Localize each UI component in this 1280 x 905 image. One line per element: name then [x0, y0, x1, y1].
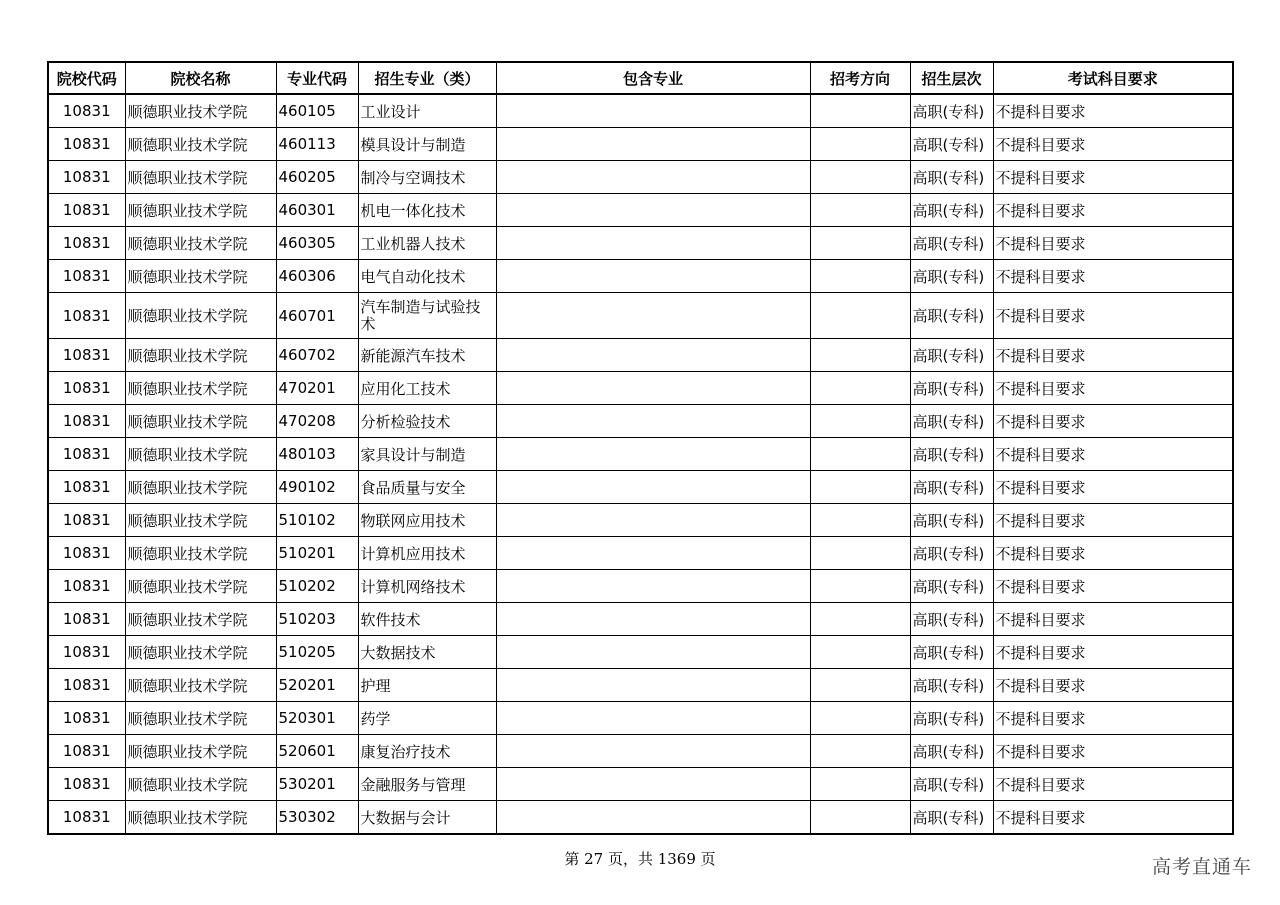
- cell-direction: [810, 128, 910, 161]
- cell-school-name: 顺德职业技术学院: [125, 372, 276, 405]
- cell-major-code: 510202: [276, 570, 358, 603]
- cell-school-name: 顺德职业技术学院: [125, 669, 276, 702]
- cell-included-majors: [496, 227, 810, 260]
- cell-included-majors: [496, 768, 810, 801]
- header-level: 招生层次: [910, 62, 993, 94]
- cell-major: 应用化工技术: [358, 372, 496, 405]
- cell-major-code: 510201: [276, 537, 358, 570]
- table-row: [48, 471, 1233, 504]
- cell-included-majors: [496, 438, 810, 471]
- cell-direction: [810, 227, 910, 260]
- cell-level: 高职(专科): [910, 603, 993, 636]
- cell-major-code: 460105: [276, 94, 358, 128]
- cell-school-code: 10831: [48, 636, 125, 669]
- header-school-code: 院校代码: [48, 62, 125, 94]
- cell-requirement: 不提科目要求: [993, 438, 1233, 471]
- cell-school-name: 顺德职业技术学院: [125, 735, 276, 768]
- cell-level: 高职(专科): [910, 405, 993, 438]
- cell-school-code: 10831: [48, 504, 125, 537]
- cell-direction: [810, 636, 910, 669]
- cell-included-majors: [496, 735, 810, 768]
- cell-direction: [810, 669, 910, 702]
- table-row: [48, 537, 1233, 570]
- cell-school-name: 顺德职业技术学院: [125, 636, 276, 669]
- cell-major: 软件技术: [358, 603, 496, 636]
- cell-requirement: 不提科目要求: [993, 339, 1233, 372]
- cell-major-code: 460306: [276, 260, 358, 293]
- cell-requirement: 不提科目要求: [993, 194, 1233, 227]
- cell-major-code: 460701: [276, 293, 358, 339]
- cell-school-code: 10831: [48, 801, 125, 835]
- cell-requirement: 不提科目要求: [993, 128, 1233, 161]
- table-row: [48, 94, 1233, 128]
- cell-included-majors: [496, 194, 810, 227]
- cell-major-code: 470201: [276, 372, 358, 405]
- header-school-name: 院校名称: [125, 62, 276, 94]
- cell-included-majors: [496, 293, 810, 339]
- page-number: 第 27 页，共 1369 页: [564, 850, 716, 868]
- table-row: [48, 801, 1233, 835]
- cell-requirement: 不提科目要求: [993, 801, 1233, 835]
- cell-direction: [810, 194, 910, 227]
- cell-level: 高职(专科): [910, 702, 993, 735]
- cell-major-code: 520601: [276, 735, 358, 768]
- cell-school-code: 10831: [48, 735, 125, 768]
- cell-requirement: 不提科目要求: [993, 636, 1233, 669]
- cell-included-majors: [496, 570, 810, 603]
- cell-level: 高职(专科): [910, 735, 993, 768]
- cell-major-code: 530302: [276, 801, 358, 835]
- cell-school-code: 10831: [48, 405, 125, 438]
- table-row: [48, 768, 1233, 801]
- header-requirement: 考试科目要求: [993, 62, 1233, 94]
- cell-school-code: 10831: [48, 94, 125, 128]
- cell-level: 高职(专科): [910, 438, 993, 471]
- watermark-text: 高考直通车: [1151, 856, 1252, 878]
- table-row: [48, 339, 1233, 372]
- cell-major: 机电一体化技术: [358, 194, 496, 227]
- cell-requirement: 不提科目要求: [993, 471, 1233, 504]
- cell-direction: [810, 504, 910, 537]
- cell-requirement: 不提科目要求: [993, 161, 1233, 194]
- cell-level: 高职(专科): [910, 128, 993, 161]
- cell-major-code: 460305: [276, 227, 358, 260]
- table-row: [48, 293, 1233, 339]
- cell-level: 高职(专科): [910, 801, 993, 835]
- cell-school-name: 顺德职业技术学院: [125, 438, 276, 471]
- cell-school-code: 10831: [48, 570, 125, 603]
- cell-level: 高职(专科): [910, 293, 993, 339]
- cell-school-code: 10831: [48, 339, 125, 372]
- cell-major-code: 460301: [276, 194, 358, 227]
- cell-school-name: 顺德职业技术学院: [125, 504, 276, 537]
- cell-included-majors: [496, 260, 810, 293]
- table-row: [48, 128, 1233, 161]
- cell-direction: [810, 94, 910, 128]
- cell-school-code: 10831: [48, 702, 125, 735]
- cell-school-name: 顺德职业技术学院: [125, 293, 276, 339]
- cell-direction: [810, 260, 910, 293]
- cell-direction: [810, 293, 910, 339]
- cell-major: 家具设计与制造: [358, 438, 496, 471]
- cell-school-name: 顺德职业技术学院: [125, 194, 276, 227]
- cell-major: 大数据与会计: [358, 801, 496, 835]
- table-row: [48, 194, 1233, 227]
- cell-requirement: 不提科目要求: [993, 768, 1233, 801]
- cell-school-name: 顺德职业技术学院: [125, 471, 276, 504]
- cell-level: 高职(专科): [910, 227, 993, 260]
- cell-direction: [810, 339, 910, 372]
- cell-direction: [810, 570, 910, 603]
- cell-requirement: 不提科目要求: [993, 260, 1233, 293]
- cell-direction: [810, 471, 910, 504]
- cell-major: 制冷与空调技术: [358, 161, 496, 194]
- table-row: [48, 504, 1233, 537]
- cell-major-code: 460702: [276, 339, 358, 372]
- cell-school-name: 顺德职业技术学院: [125, 161, 276, 194]
- cell-school-name: 顺德职业技术学院: [125, 603, 276, 636]
- table-row: [48, 161, 1233, 194]
- header-major: 招生专业（类）: [358, 62, 496, 94]
- cell-major-code: 480103: [276, 438, 358, 471]
- cell-major: 计算机网络技术: [358, 570, 496, 603]
- header-major-code: 专业代码: [276, 62, 358, 94]
- cell-level: 高职(专科): [910, 768, 993, 801]
- cell-major: 工业设计: [358, 94, 496, 128]
- cell-direction: [810, 603, 910, 636]
- cell-school-name: 顺德职业技术学院: [125, 570, 276, 603]
- cell-included-majors: [496, 161, 810, 194]
- cell-requirement: 不提科目要求: [993, 293, 1233, 339]
- cell-school-name: 顺德职业技术学院: [125, 128, 276, 161]
- cell-direction: [810, 801, 910, 835]
- cell-major: 大数据技术: [358, 636, 496, 669]
- cell-requirement: 不提科目要求: [993, 669, 1233, 702]
- cell-direction: [810, 735, 910, 768]
- cell-included-majors: [496, 636, 810, 669]
- cell-included-majors: [496, 504, 810, 537]
- cell-level: 高职(专科): [910, 636, 993, 669]
- cell-direction: [810, 537, 910, 570]
- cell-level: 高职(专科): [910, 669, 993, 702]
- cell-major-code: 490102: [276, 471, 358, 504]
- cell-major: 物联网应用技术: [358, 504, 496, 537]
- cell-requirement: 不提科目要求: [993, 735, 1233, 768]
- cell-major: 药学: [358, 702, 496, 735]
- header-included-majors: 包含专业: [496, 62, 810, 94]
- cell-school-code: 10831: [48, 260, 125, 293]
- cell-major: 电气自动化技术: [358, 260, 496, 293]
- cell-school-name: 顺德职业技术学院: [125, 801, 276, 835]
- cell-school-code: 10831: [48, 768, 125, 801]
- cell-direction: [810, 161, 910, 194]
- cell-requirement: 不提科目要求: [993, 603, 1233, 636]
- cell-school-code: 10831: [48, 128, 125, 161]
- cell-major: 食品质量与安全: [358, 471, 496, 504]
- cell-school-name: 顺德职业技术学院: [125, 537, 276, 570]
- table-row: [48, 570, 1233, 603]
- cell-included-majors: [496, 537, 810, 570]
- cell-requirement: 不提科目要求: [993, 702, 1233, 735]
- table-row: [48, 438, 1233, 471]
- cell-level: 高职(专科): [910, 260, 993, 293]
- cell-major: 计算机应用技术: [358, 537, 496, 570]
- cell-school-code: 10831: [48, 293, 125, 339]
- cell-level: 高职(专科): [910, 372, 993, 405]
- admissions-table: [47, 61, 1234, 835]
- cell-major: 康复治疗技术: [358, 735, 496, 768]
- cell-requirement: 不提科目要求: [993, 372, 1233, 405]
- cell-major: 新能源汽车技术: [358, 339, 496, 372]
- cell-school-code: 10831: [48, 669, 125, 702]
- cell-school-code: 10831: [48, 603, 125, 636]
- table-row: [48, 260, 1233, 293]
- cell-level: 高职(专科): [910, 94, 993, 128]
- cell-included-majors: [496, 94, 810, 128]
- table-row: [48, 669, 1233, 702]
- cell-direction: [810, 438, 910, 471]
- cell-included-majors: [496, 702, 810, 735]
- cell-requirement: 不提科目要求: [993, 504, 1233, 537]
- cell-direction: [810, 372, 910, 405]
- cell-school-code: 10831: [48, 372, 125, 405]
- cell-major: 金融服务与管理: [358, 768, 496, 801]
- cell-major: 模具设计与制造: [358, 128, 496, 161]
- table-row: [48, 603, 1233, 636]
- cell-major: 汽车制造与试验技术: [358, 293, 496, 339]
- cell-school-name: 顺德职业技术学院: [125, 227, 276, 260]
- cell-major-code: 460205: [276, 161, 358, 194]
- cell-school-name: 顺德职业技术学院: [125, 405, 276, 438]
- cell-direction: [810, 768, 910, 801]
- cell-requirement: 不提科目要求: [993, 570, 1233, 603]
- cell-requirement: 不提科目要求: [993, 94, 1233, 128]
- table-row: [48, 636, 1233, 669]
- cell-school-code: 10831: [48, 194, 125, 227]
- table-row: [48, 702, 1233, 735]
- cell-school-code: 10831: [48, 471, 125, 504]
- cell-major-code: 520201: [276, 669, 358, 702]
- cell-level: 高职(专科): [910, 471, 993, 504]
- cell-level: 高职(专科): [910, 537, 993, 570]
- cell-level: 高职(专科): [910, 570, 993, 603]
- cell-school-code: 10831: [48, 537, 125, 570]
- cell-included-majors: [496, 669, 810, 702]
- table-header-row: [48, 62, 1233, 94]
- cell-major: 分析检验技术: [358, 405, 496, 438]
- table-row: [48, 405, 1233, 438]
- cell-requirement: 不提科目要求: [993, 537, 1233, 570]
- cell-major: 护理: [358, 669, 496, 702]
- admissions-table-container: [47, 61, 1232, 835]
- cell-school-name: 顺德职业技术学院: [125, 768, 276, 801]
- cell-level: 高职(专科): [910, 504, 993, 537]
- cell-level: 高职(专科): [910, 194, 993, 227]
- cell-included-majors: [496, 603, 810, 636]
- cell-major: 工业机器人技术: [358, 227, 496, 260]
- cell-school-name: 顺德职业技术学院: [125, 702, 276, 735]
- cell-included-majors: [496, 405, 810, 438]
- cell-major-code: 530201: [276, 768, 358, 801]
- cell-level: 高职(专科): [910, 161, 993, 194]
- cell-requirement: 不提科目要求: [993, 227, 1233, 260]
- cell-included-majors: [496, 471, 810, 504]
- cell-major-code: 510205: [276, 636, 358, 669]
- table-row: [48, 372, 1233, 405]
- table-row: [48, 227, 1233, 260]
- header-direction: 招考方向: [810, 62, 910, 94]
- cell-direction: [810, 405, 910, 438]
- cell-included-majors: [496, 128, 810, 161]
- cell-school-name: 顺德职业技术学院: [125, 339, 276, 372]
- cell-major-code: 510102: [276, 504, 358, 537]
- cell-school-name: 顺德职业技术学院: [125, 260, 276, 293]
- table-row: [48, 735, 1233, 768]
- cell-requirement: 不提科目要求: [993, 405, 1233, 438]
- cell-school-code: 10831: [48, 227, 125, 260]
- cell-included-majors: [496, 372, 810, 405]
- cell-school-code: 10831: [48, 161, 125, 194]
- cell-direction: [810, 702, 910, 735]
- cell-included-majors: [496, 339, 810, 372]
- cell-school-name: 顺德职业技术学院: [125, 94, 276, 128]
- cell-major-code: 470208: [276, 405, 358, 438]
- cell-level: 高职(专科): [910, 339, 993, 372]
- cell-major-code: 460113: [276, 128, 358, 161]
- cell-included-majors: [496, 801, 810, 835]
- cell-school-code: 10831: [48, 438, 125, 471]
- cell-major-code: 520301: [276, 702, 358, 735]
- cell-major-code: 510203: [276, 603, 358, 636]
